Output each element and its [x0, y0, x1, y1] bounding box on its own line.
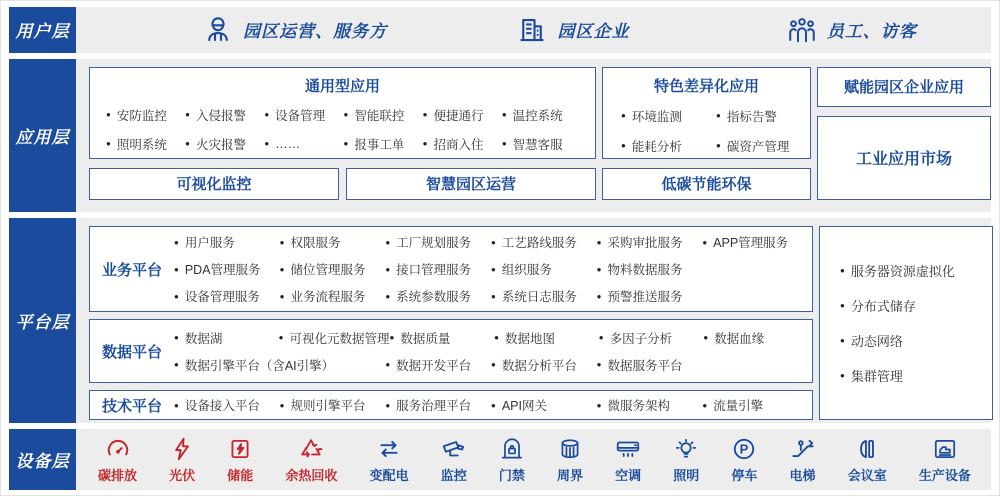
- tech-platform-title: 技术平台: [101, 397, 162, 415]
- user-group-label: 园区运营、服务方: [243, 22, 388, 42]
- app-item: ● 照明系统: [106, 135, 185, 153]
- user-group-label: 员工、访客: [826, 22, 917, 42]
- solar-bolt-icon: [169, 436, 195, 462]
- device-item-carbon: 碳排放: [98, 436, 137, 484]
- app-layer-label: 应用层: [9, 59, 76, 212]
- platform-item: ● 数据引擎平台（含AI引擎）: [174, 356, 385, 374]
- door-access-icon: [499, 436, 525, 462]
- battery-icon: [227, 436, 253, 462]
- platform-item: ● PDA管理服务: [174, 260, 280, 278]
- app-item: ● 温控系统: [502, 106, 581, 124]
- parking-icon: [731, 436, 757, 462]
- user-group-label: 园区企业: [557, 22, 630, 42]
- device-item-production: 生产设备: [919, 436, 971, 484]
- platform-item: ● 微服务架构: [597, 396, 703, 414]
- platform-item: ● 设备管理服务: [174, 287, 280, 305]
- platform-item: ● 数据地图: [494, 329, 599, 347]
- platform-item: ● 可视化元数据管理: [279, 329, 390, 347]
- user-layer-label: 用户层: [9, 7, 76, 53]
- device-layer-content: [76, 429, 991, 490]
- app-item: ● 便捷通行: [423, 106, 502, 124]
- business-platform-items: [174, 233, 812, 305]
- infra-item: ● 分布式储存: [840, 296, 992, 315]
- business-platform-title: 业务平台: [101, 261, 162, 279]
- platform-layer-content: [76, 218, 993, 423]
- app-item: ● 招商入住: [423, 135, 502, 153]
- general-app-items: [90, 96, 595, 153]
- device-item-heat-recovery: 余热回收: [285, 436, 337, 484]
- app-item: ● 智能联控: [343, 106, 422, 124]
- data-platform-items: [174, 329, 812, 374]
- meeting-room-icon: [854, 436, 880, 462]
- platform-item: ● 工艺路线服务: [491, 233, 597, 251]
- special-app-items: [603, 96, 810, 155]
- app-item: ● 报事工单: [343, 135, 422, 153]
- platform-item: ● 物料数据服务: [597, 260, 703, 278]
- visual-monitor-bar: 可视化监控: [89, 168, 339, 200]
- platform-item: ● 多因子分析: [599, 329, 704, 347]
- app-item: ● 能耗分析: [621, 137, 716, 155]
- lowcarbon-bar: 低碳节能环保: [602, 168, 811, 200]
- perimeter-icon: [557, 436, 583, 462]
- platform-item: ● 规则引擎平台: [280, 396, 386, 414]
- data-platform-title: 数据平台: [101, 343, 162, 361]
- right-app-column: [817, 67, 991, 200]
- escalator-icon: [790, 436, 816, 462]
- infra-item: ● 集群管理: [840, 366, 992, 385]
- app-item: ● 指标告警: [716, 107, 802, 125]
- app-bars-row: [89, 168, 596, 200]
- user-layer-content: [76, 7, 991, 53]
- app-layer-content: [76, 59, 991, 212]
- device-item-ac: 空调: [615, 436, 641, 484]
- tech-platform-items: [174, 396, 812, 414]
- ac-icon: [615, 436, 641, 462]
- app-item: ● 入侵报警: [185, 106, 264, 124]
- platform-item: ● 业务流程服务: [280, 287, 386, 305]
- platform-layer-band: [9, 218, 991, 423]
- special-app-title: 特色差异化应用: [653, 77, 759, 95]
- app-item: ● ……: [264, 135, 343, 153]
- platform-item: ● 数据开发平台: [385, 356, 491, 374]
- app-item: ● 安防监控: [106, 106, 185, 124]
- device-item-power: 变配电: [370, 436, 409, 484]
- app-item: ● 碳资产管理: [716, 137, 802, 155]
- infra-item: ● 服务器资源虚拟化: [840, 261, 992, 280]
- people-icon: [787, 15, 817, 45]
- operator-icon: [203, 15, 233, 45]
- user-group-staff: [713, 15, 991, 45]
- app-item: ● 火灾报警: [185, 135, 264, 153]
- platform-item: ● 系统参数服务: [385, 287, 491, 305]
- device-item-solar: 光伏: [169, 436, 195, 484]
- platform-item: ● 工厂规划服务: [385, 233, 491, 251]
- app-item: ● 设备管理: [264, 106, 343, 124]
- general-app-column: [89, 67, 596, 200]
- app-item: ● 智慧客服: [502, 135, 581, 153]
- platform-sections: [89, 226, 813, 420]
- user-group-enterprise: [434, 15, 712, 45]
- platform-item: ● 数据服务平台: [597, 356, 703, 374]
- enable-enterprise-box: 赋能园区企业应用: [817, 67, 991, 107]
- svg-text:P: P: [740, 441, 749, 457]
- app-item: ● 环境监测: [621, 107, 716, 125]
- device-item-meeting: 会议室: [848, 436, 887, 484]
- recycle-icon: [298, 436, 324, 462]
- app-layer-band: [9, 59, 991, 212]
- platform-item: ● 数据湖: [174, 329, 279, 347]
- infra-item: ● 动态网络: [840, 331, 992, 350]
- special-app-column: [602, 67, 811, 200]
- platform-item: ● API网关: [491, 396, 597, 414]
- platform-item: ● 数据质量: [389, 329, 494, 347]
- device-layer-label: 设备层: [9, 429, 76, 490]
- infrastructure-box: [819, 226, 993, 420]
- user-layer-band: [9, 7, 991, 53]
- platform-item: ● 权限服务: [280, 233, 386, 251]
- platform-item: ● 服务治理平台: [385, 396, 491, 414]
- tech-platform-box: [89, 390, 813, 420]
- industry-market-box: 工业应用市场: [817, 116, 991, 200]
- platform-item: ● APP管理服务: [702, 233, 808, 251]
- building-icon: [517, 15, 547, 45]
- platform-item: ● 预警推送服务: [597, 287, 703, 305]
- device-item-lighting: 照明: [673, 436, 699, 484]
- platform-item: ● 采购审批服务: [597, 233, 703, 251]
- platform-item: ● 组织服务: [491, 260, 597, 278]
- lowcarbon-row: [602, 168, 811, 200]
- platform-layer-label: 平台层: [9, 218, 76, 423]
- gauge-icon: [105, 436, 131, 462]
- device-layer-band: [9, 429, 991, 490]
- platform-item: ● 设备接入平台: [174, 396, 280, 414]
- platform-item: ● 接口管理服务: [385, 260, 491, 278]
- general-app-box: [89, 67, 596, 159]
- platform-item: ● 用户服务: [174, 233, 280, 251]
- cctv-icon: [441, 436, 467, 462]
- production-icon: [932, 436, 958, 462]
- device-item-access: 门禁: [499, 436, 525, 484]
- device-item-elevator: 电梯: [790, 436, 816, 484]
- smart-park-bar: 智慧园区运营: [346, 168, 596, 200]
- platform-item: ● 流量引擎: [702, 396, 808, 414]
- light-icon: [673, 436, 699, 462]
- platform-item: ● 储位管理服务: [280, 260, 386, 278]
- device-item-perimeter: 周界: [557, 436, 583, 484]
- platform-item: ● 系统日志服务: [491, 287, 597, 305]
- device-item-cctv: 监控: [441, 436, 467, 484]
- device-item-storage: 储能: [227, 436, 253, 484]
- business-platform-box: [89, 226, 813, 312]
- special-app-box: [602, 67, 811, 159]
- power-transfer-icon: [376, 436, 402, 462]
- general-app-title: 通用型应用: [304, 77, 380, 95]
- platform-item: ● 数据分析平台: [491, 356, 597, 374]
- data-platform-box: [89, 319, 813, 383]
- platform-item: ● 数据血缘: [703, 329, 808, 347]
- device-item-parking: P 停车: [731, 436, 757, 484]
- user-group-operator: [156, 15, 434, 45]
